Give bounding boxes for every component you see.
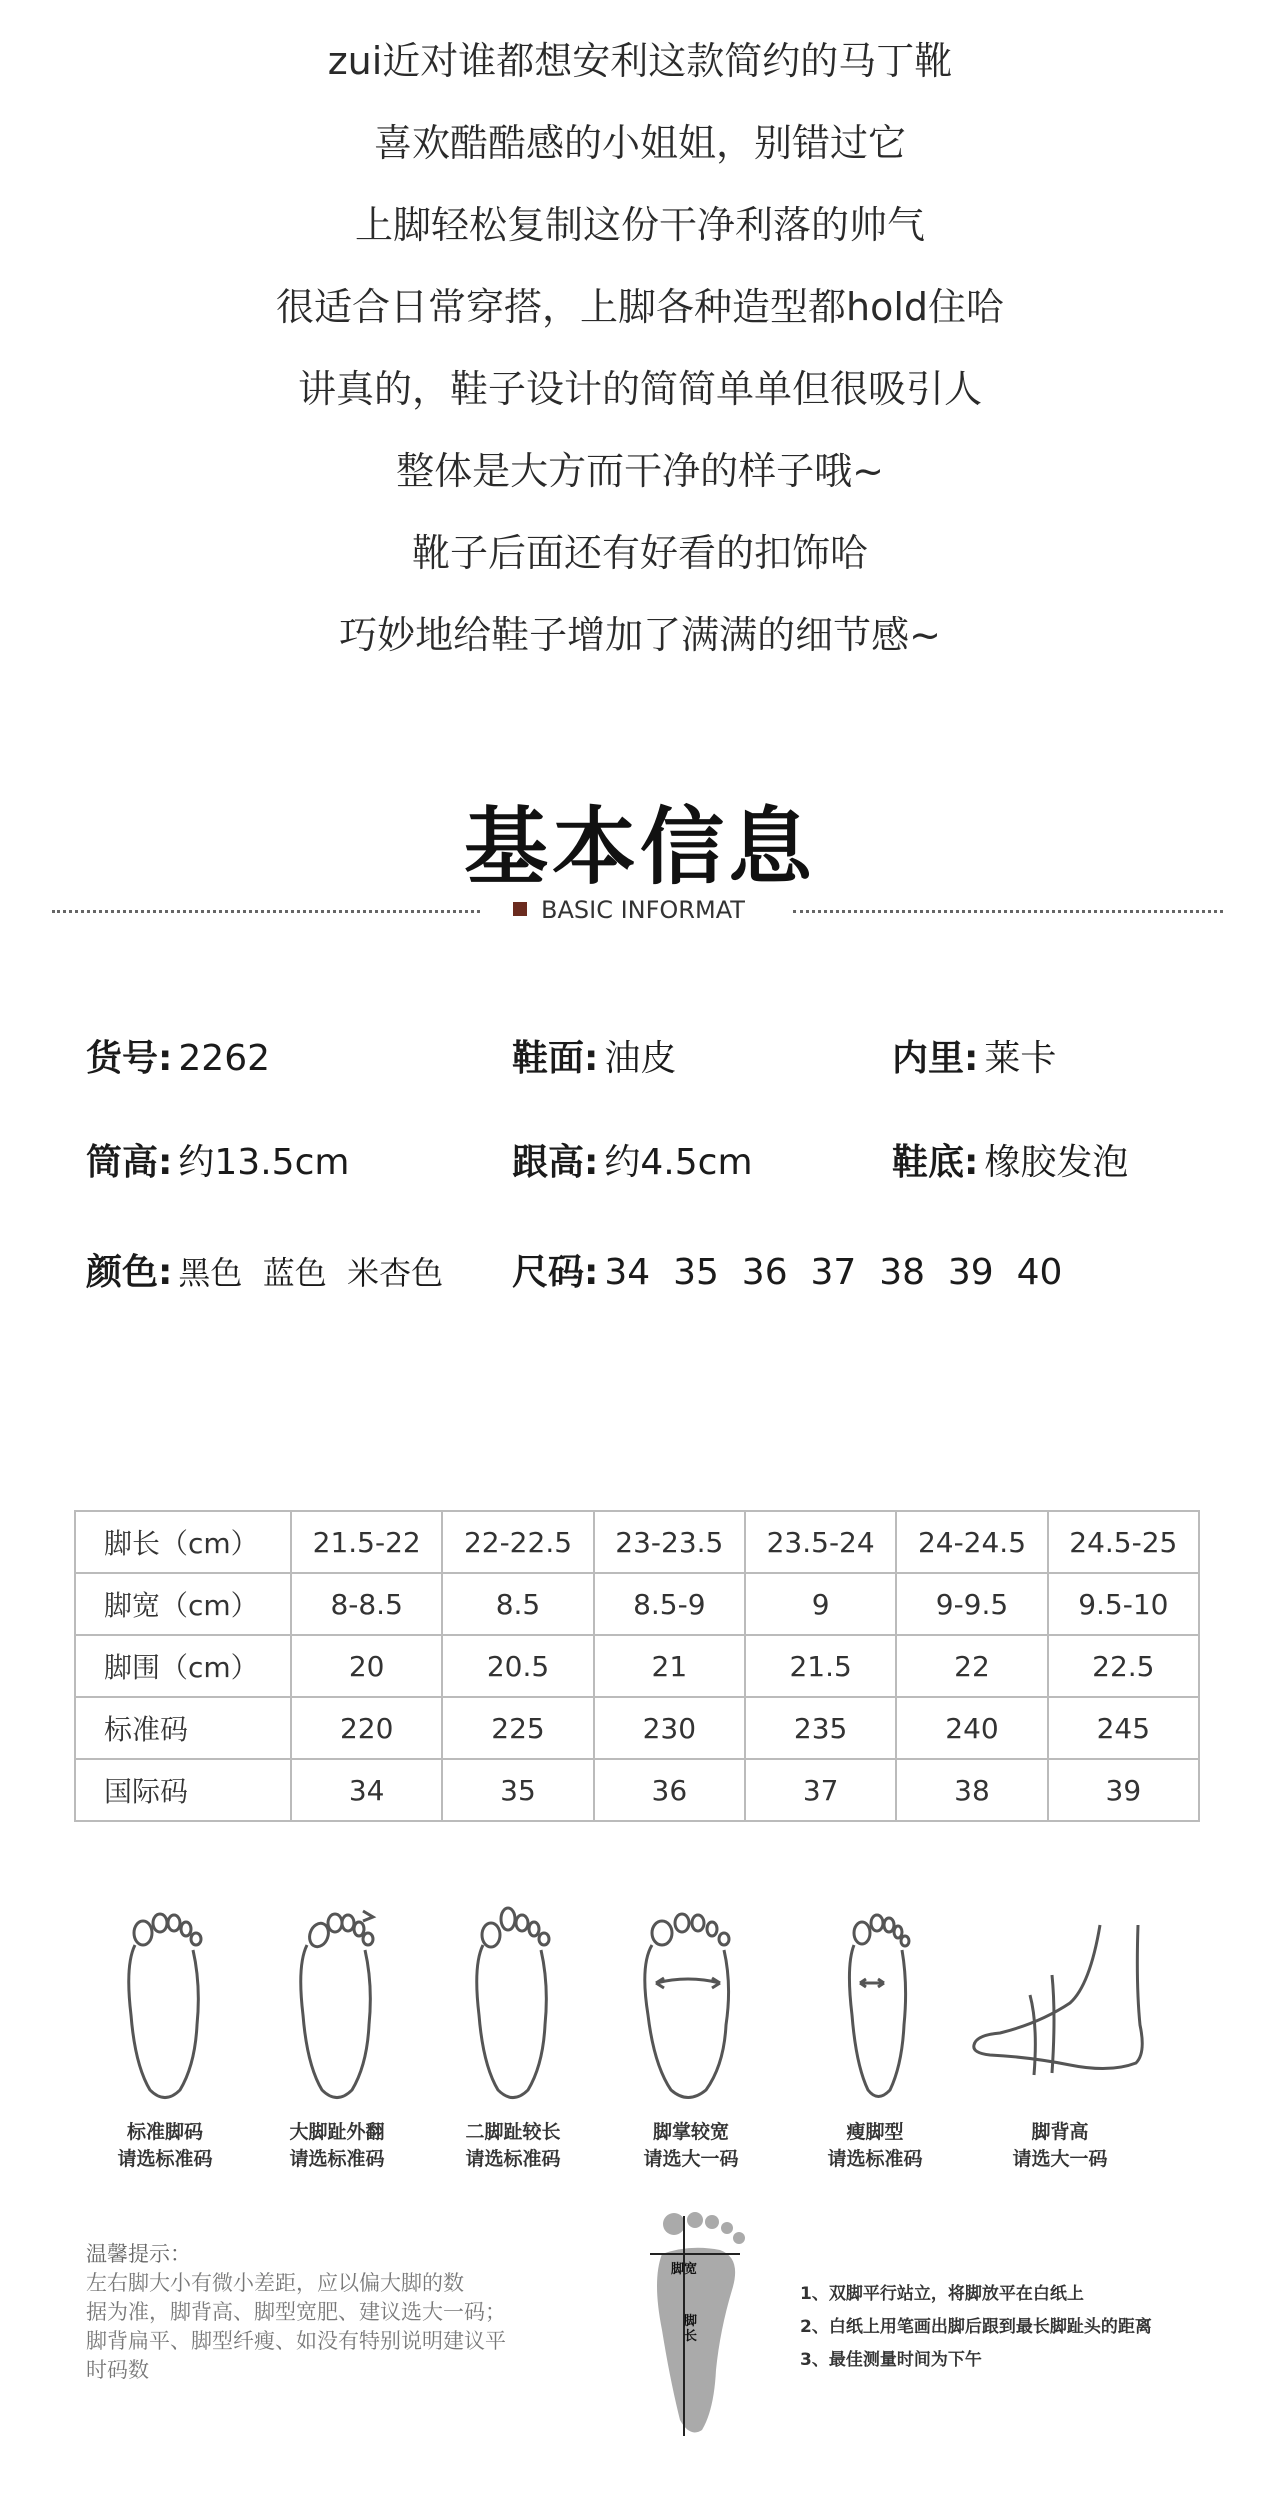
info-label: 内里:	[892, 1038, 979, 1079]
size-table-cell: 9.5-10	[1048, 1573, 1199, 1635]
size-table-cell: 8.5-9	[594, 1573, 745, 1635]
size-table-cell: 240	[896, 1697, 1047, 1759]
foot-measure-diagram	[640, 2210, 760, 2440]
foot-type-caption	[606, 2119, 776, 2173]
section-subtitle-row	[0, 890, 1280, 930]
size-table-cell: 39	[1048, 1759, 1199, 1821]
size-table-row-header: 标准码	[75, 1697, 291, 1759]
size-table-row-header: 脚长（cm）	[75, 1511, 291, 1573]
size-table-cell: 37	[745, 1759, 896, 1821]
intro-copy	[0, 20, 1280, 676]
intro-line: 靴子后面还有好看的扣饰哈	[411, 531, 868, 575]
size-table-row	[75, 1635, 1199, 1697]
foot-type-high-instep	[960, 1905, 1160, 2173]
size-table-cell: 23-23.5	[594, 1511, 745, 1573]
foot-type-advice: 请选标准码	[465, 2148, 561, 2170]
section-subtitle	[513, 890, 745, 930]
size-table-row	[75, 1759, 1199, 1821]
size-table-cell: 225	[442, 1697, 593, 1759]
foot-type-caption	[252, 2119, 422, 2173]
info-heel-height	[512, 1134, 753, 1185]
foot-type-name: 瘦脚型	[846, 2121, 904, 2143]
size-table-cell: 21.5-22	[291, 1511, 442, 1573]
info-value: 34 35 36 37 38 39 40	[604, 1252, 1063, 1293]
footprint-icon	[640, 2210, 760, 2440]
size-table-cell: 230	[594, 1697, 745, 1759]
size-table-cell: 24-24.5	[896, 1511, 1047, 1573]
size-table-row-header: 国际码	[75, 1759, 291, 1821]
foot-length-label: 脚长	[684, 2314, 698, 2344]
tips-line: 时码数	[86, 2358, 149, 2382]
info-value: 约13.5cm	[178, 1142, 350, 1183]
foot-type-caption	[428, 2119, 598, 2173]
foot-type-caption	[80, 2119, 250, 2173]
size-table-cell: 245	[1048, 1697, 1199, 1759]
info-label: 跟高:	[512, 1142, 599, 1183]
info-value: 油皮	[604, 1038, 677, 1079]
size-table	[74, 1510, 1200, 1822]
foot-type-guide	[0, 1905, 1280, 2175]
size-table-cell: 24.5-25	[1048, 1511, 1199, 1573]
tips-line: 左右脚大小有微小差距，应以偏大脚的数	[86, 2271, 464, 2295]
size-table-cell: 8-8.5	[291, 1573, 442, 1635]
info-label: 鞋底:	[892, 1142, 979, 1183]
foot-type-standard	[80, 1905, 250, 2173]
foot-type-long-second-toe	[428, 1905, 598, 2173]
size-table-cell: 220	[291, 1697, 442, 1759]
size-table-cell: 22.5	[1048, 1635, 1199, 1697]
intro-line: 巧妙地给鞋子增加了满满的细节感~	[339, 613, 941, 657]
dotted-divider-right	[793, 910, 1223, 913]
info-label: 尺码:	[512, 1252, 599, 1293]
info-value: 莱卡	[984, 1038, 1057, 1079]
foot-type-caption	[960, 2119, 1160, 2173]
info-value: 2262	[178, 1038, 271, 1079]
size-table-cell: 21	[594, 1635, 745, 1697]
info-sole	[892, 1134, 1128, 1185]
info-item-no	[86, 1030, 270, 1081]
measure-step: 3、最佳测量时间为下午	[800, 2350, 982, 2370]
foot-type-advice: 请选大一码	[1012, 2148, 1108, 2170]
intro-line: 讲真的，鞋子设计的简简单单但很吸引人	[297, 367, 982, 411]
intro-line: 上脚轻松复制这份干净利落的帅气	[354, 203, 925, 247]
foot-type-name: 标准脚码	[126, 2121, 203, 2143]
size-table-cell: 36	[594, 1759, 745, 1821]
foot-type-name: 脚背高	[1031, 2121, 1089, 2143]
measure-steps	[800, 2278, 1152, 2377]
standard-foot-icon	[105, 1905, 225, 2105]
size-table-cell: 8.5	[442, 1573, 593, 1635]
info-label: 鞋面:	[512, 1038, 599, 1079]
size-table-row	[75, 1697, 1199, 1759]
size-table-cell: 35	[442, 1759, 593, 1821]
info-lining	[892, 1030, 1056, 1081]
foot-type-bunion	[252, 1905, 422, 2173]
size-table-cell: 9-9.5	[896, 1573, 1047, 1635]
dotted-divider-left	[52, 910, 480, 913]
section-title: 基本信息	[463, 798, 816, 896]
info-label: 货号:	[86, 1038, 173, 1079]
intro-line: zui近对谁都想安利这款简约的马丁靴	[327, 39, 953, 83]
info-colors	[86, 1244, 443, 1295]
foot-type-name: 大脚趾外翻	[289, 2121, 385, 2143]
foot-type-name: 脚掌较宽	[652, 2121, 729, 2143]
info-value: 黑色 蓝色 米杏色	[178, 1254, 444, 1292]
slim-foot-icon	[820, 1905, 930, 2105]
size-table-cell: 20	[291, 1635, 442, 1697]
info-label: 筒高:	[86, 1142, 173, 1183]
section-subtitle-text: BASIC INFORMAT	[541, 896, 745, 924]
size-table-cell: 38	[896, 1759, 1047, 1821]
bunion-foot-icon	[277, 1905, 397, 2105]
foot-type-name: 二脚趾较长	[465, 2121, 561, 2143]
size-table-row-header: 脚围（cm）	[75, 1635, 291, 1697]
info-sizes	[512, 1244, 1062, 1295]
tips-title: 温馨提示：	[86, 2242, 191, 2266]
square-bullet-icon	[513, 902, 527, 916]
info-upper	[512, 1030, 676, 1081]
size-table-row	[75, 1511, 1199, 1573]
wide-foot-icon	[626, 1905, 756, 2105]
tips	[86, 2240, 606, 2385]
measure-step: 2、白纸上用笔画出脚后跟到最长脚趾头的距离	[800, 2317, 1152, 2337]
foot-type-advice: 请选标准码	[827, 2148, 923, 2170]
foot-type-advice: 请选大一码	[643, 2148, 739, 2170]
size-table-row	[75, 1573, 1199, 1635]
measure-step: 1、双脚平行站立，将脚放平在白纸上	[800, 2284, 1084, 2304]
intro-line: 喜欢酷酷感的小姐姐，别错过它	[373, 121, 906, 165]
foot-type-slim	[790, 1905, 960, 2173]
info-shaft-height	[86, 1134, 349, 1185]
info-label: 颜色:	[86, 1252, 173, 1293]
foot-type-caption	[790, 2119, 960, 2173]
size-table-cell: 22-22.5	[442, 1511, 593, 1573]
size-table-cell: 20.5	[442, 1635, 593, 1697]
size-table-cell: 21.5	[745, 1635, 896, 1697]
size-table-cell: 22	[896, 1635, 1047, 1697]
size-table-cell: 9	[745, 1573, 896, 1635]
foot-type-advice: 请选标准码	[289, 2148, 385, 2170]
size-table-cell: 235	[745, 1697, 896, 1759]
high-instep-foot-icon	[960, 1905, 1160, 2105]
foot-type-wide	[606, 1905, 776, 2173]
tips-line: 脚背扁平、脚型纤瘦、如没有特别说明建议平	[86, 2329, 506, 2353]
info-value: 约4.5cm	[604, 1142, 753, 1183]
tips-line: 据为准，脚背高、脚型宽肥、建议选大一码；	[86, 2300, 506, 2324]
foot-type-advice: 请选标准码	[117, 2148, 213, 2170]
intro-line: 很适合日常穿搭，上脚各种造型都hold住哈	[275, 285, 1004, 329]
long-second-toe-foot-icon	[453, 1905, 573, 2105]
size-table-row-header: 脚宽（cm）	[75, 1573, 291, 1635]
info-value: 橡胶发泡	[984, 1142, 1129, 1183]
size-table-cell: 34	[291, 1759, 442, 1821]
size-table-cell: 23.5-24	[745, 1511, 896, 1573]
foot-width-label: 脚宽	[670, 2262, 697, 2277]
intro-line: 整体是大方而干净的样子哦~	[396, 449, 884, 493]
